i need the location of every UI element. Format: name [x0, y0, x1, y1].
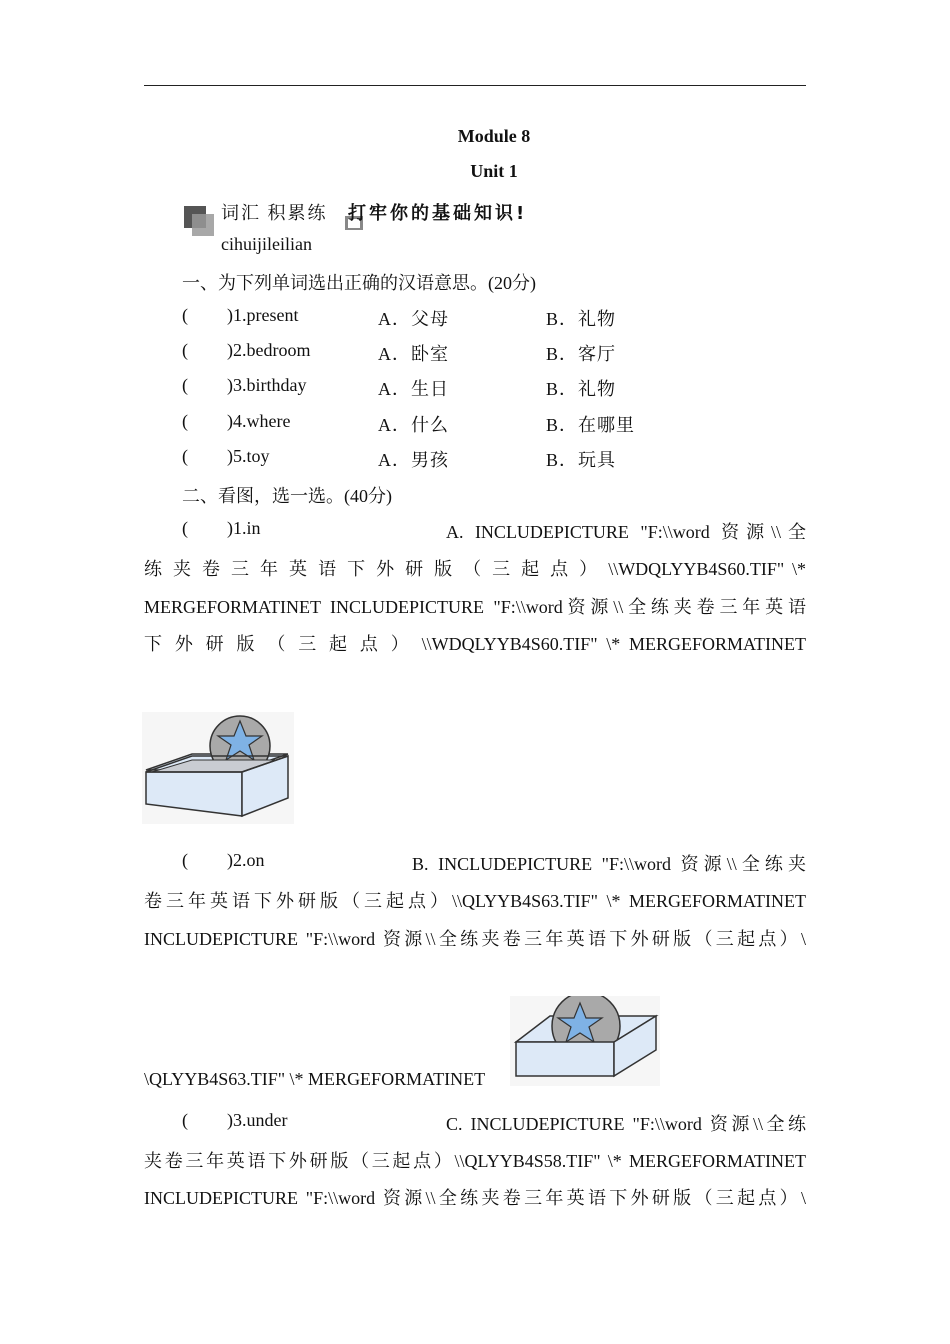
- question-word: )1.in: [227, 518, 261, 538]
- option-a: A．男孩: [378, 450, 449, 470]
- banner-label: 词汇 积累练: [221, 203, 328, 223]
- option-b: B．客厅: [546, 344, 617, 364]
- question-word: )3.under: [227, 1110, 288, 1130]
- item-word: )3.birthday: [227, 375, 307, 395]
- ball-in-box-image: [142, 712, 294, 824]
- answer-paren[interactable]: (: [182, 411, 188, 431]
- option-b: B．玩具: [546, 450, 617, 470]
- option-a: A．什么: [378, 415, 449, 435]
- ball-on-box-image: [510, 996, 660, 1086]
- part1-heading: 一、为下列单词选出正确的汉语意思。(20分): [182, 273, 536, 293]
- unit-title: Unit 1: [470, 161, 518, 181]
- field-code-line: MERGEFORMATINET INCLUDEPICTURE "F:\\word资源\\全练夹卷三年英语: [144, 597, 806, 617]
- item-word: )2.bedroom: [227, 340, 311, 360]
- option-a: A．父母: [378, 309, 449, 329]
- answer-paren[interactable]: (: [182, 518, 188, 538]
- option-b: B．在哪里: [546, 415, 636, 435]
- option-a: A．卧室: [378, 344, 449, 364]
- part2-heading: 二、看图，选一选。(40分): [182, 486, 392, 506]
- field-code-line: 下 外 研 版 （ 三 起 点 ） \\WDQLYYB4S60.TIF" \* MERGEFORMATINET: [144, 634, 806, 654]
- field-code-line: A. INCLUDEPICTURE "F:\\word 资源\\全: [446, 522, 806, 542]
- field-code-line: INCLUDEPICTURE "F:\\word 资源\\全练夹卷三年英语下外研版（三起点）\: [144, 1188, 806, 1208]
- answer-paren[interactable]: (: [182, 446, 188, 466]
- item-word: )4.where: [227, 411, 291, 431]
- answer-paren[interactable]: (: [182, 305, 188, 325]
- field-code-line: 卷三年英语下外研版（三起点）\\QLYYB4S63.TIF" \* MERGEFORMATINET: [144, 891, 806, 911]
- field-code-line: \QLYYB4S63.TIF" \* MERGEFORMATINET: [144, 1069, 486, 1089]
- answer-paren[interactable]: (: [182, 1110, 188, 1130]
- option-b: B．礼物: [546, 309, 617, 329]
- item-word: )1.present: [227, 305, 299, 325]
- option-a: A．生日: [378, 379, 449, 399]
- field-code-line: C. INCLUDEPICTURE "F:\\word 资源\\全练: [446, 1114, 806, 1134]
- banner-slogan: 打牢你的基础知识!: [348, 203, 528, 224]
- section-square-icon: [182, 204, 216, 238]
- option-b: B．礼物: [546, 379, 617, 399]
- answer-paren[interactable]: (: [182, 850, 188, 870]
- item-word: )5.toy: [227, 446, 270, 466]
- banner-pinyin: cihuijileilian: [221, 234, 312, 254]
- field-code-line: B. INCLUDEPICTURE "F:\\word 资源\\全练夹: [412, 854, 806, 874]
- answer-paren[interactable]: (: [182, 375, 188, 395]
- field-code-line: 夹卷三年英语下外研版（三起点）\\QLYYB4S58.TIF" \* MERGEFORMATINET: [144, 1151, 806, 1171]
- answer-paren[interactable]: (: [182, 340, 188, 360]
- module-title: Module 8: [457, 126, 531, 146]
- field-code-line: 练 夹 卷 三 年 英 语 下 外 研 版 （ 三 起 点 ） \\WDQLYYB4S60.TIF" \*: [144, 559, 806, 579]
- field-code-line: INCLUDEPICTURE "F:\\word 资源\\全练夹卷三年英语下外研版（三起点）\: [144, 929, 806, 949]
- question-word: )2.on: [227, 850, 265, 870]
- header-rule: [144, 85, 806, 86]
